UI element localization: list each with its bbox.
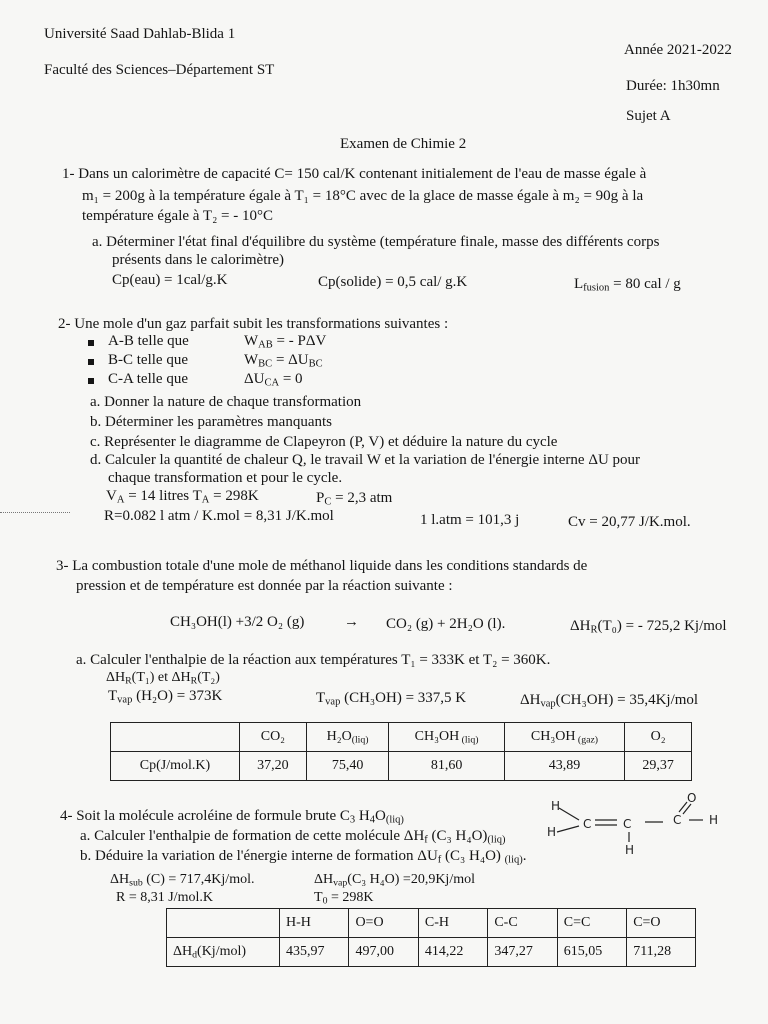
table-cell: 435,97 (280, 938, 349, 967)
transform-bc-label: B-C telle que (108, 352, 188, 368)
q1-line2: m₁ = 200g à la température égale à T₁ = 18°C avec de la glace de masse égale à m₂ = 90g à la (82, 188, 644, 204)
atom-label: C (583, 817, 592, 831)
q4-intro: 4- Soit la molécule acroléine de formule brute $C_3$ $H_4O_{(liq)}$ (60, 808, 404, 826)
gas-constant: R=0.082 l atm / K.mol = 8,31 J/K.mol (104, 508, 334, 524)
table-row (111, 752, 692, 781)
table-cell (167, 909, 280, 938)
q3-a-line2: $\Delta H_R(T_1)$ et $\Delta H_R(T_2)$ (106, 670, 220, 687)
faculty-name: Faculté des Sciences–Département ST (44, 62, 275, 78)
table-row (111, 723, 692, 752)
reaction-products: CO₂ (g) + 2H₂O (l). (386, 616, 506, 632)
cp-eau: Cp(eau) = 1cal/g.K (112, 272, 228, 288)
latm-conversion: 1 l.atm = 101,3 j (420, 512, 520, 528)
dhvap-ch3oh: $\Delta H_{vap}(CH_3OH) = 35,4Kj/mol$ (520, 692, 699, 710)
bond-line (559, 808, 579, 820)
table-header: C=C (557, 909, 626, 938)
exam-duration: Durée: 1h30mn (626, 78, 720, 94)
dhsub-carbon: $\Delta H_{sub}$ (C) = 717,4Kj/mol. (110, 872, 255, 889)
atom-label: O (687, 791, 697, 805)
table-cell: 497,00 (349, 938, 418, 967)
table-header: CH₃OH $_{(liq)}$ (389, 723, 504, 752)
table-header: $H_2O_{(liq)}$ (306, 723, 389, 752)
q1-line1: 1- Dans un calorimètre de capacité C= 150 cal/K contenant initialement de l'eau de masse égale à (62, 166, 647, 182)
acrolein-structure-sketch (545, 790, 725, 860)
table-header: CO₂ (240, 723, 307, 752)
table-row (167, 909, 696, 938)
table-cell (111, 723, 240, 752)
bullet-icon (88, 378, 94, 384)
tvap-h2o: $T_{vap}$ (H₂O) = 373K (108, 688, 223, 706)
table-row-label: $\Delta H_d(Kj/mol)$ (167, 938, 280, 967)
table-cell: 43,89 (504, 752, 624, 781)
table-cell: 414,22 (418, 938, 487, 967)
transform-bc-eq: $W_{BC} = \Delta U_{BC}$ (244, 352, 323, 370)
table-cell: 615,05 (557, 938, 626, 967)
va-ta-values: $V_A = 14$ litres $T_A = 298K$ (106, 488, 259, 506)
reaction-reactants: CH₃OH(l) +3/2 O₂ (g) (170, 614, 305, 630)
transform-ab-eq: $W_{AB}$ = - PΔV (244, 333, 327, 351)
pc-value: $P_C = 2,3$ atm (316, 490, 393, 508)
l-fusion: $L_{fusion} = 80$ cal / g (574, 276, 681, 294)
atom-label: C (623, 817, 632, 831)
university-name: Université Saad Dahlab-Blida 1 (44, 26, 236, 42)
tvap-ch3oh: $T_{vap}$ (CH₃OH) = 337,5 K (316, 690, 467, 708)
bullet-icon (88, 340, 94, 346)
atom-label: H (551, 799, 561, 813)
bullet-icon (88, 359, 94, 365)
table-row-label: Cp(J/mol.K) (111, 752, 240, 781)
q1-a-line1: a. Déterminer l'état final d'équilibre du système (température finale, masse des différents corps (92, 234, 660, 250)
reaction-enthalpy: $\Delta H_R(T_0)$ = - 725,2 Kj/mol (570, 618, 727, 636)
q4-b: b. Déduire la variation de l'énergie interne de formation $\Delta U_f$ (C₃ H₄O) $_{(liq)}$. (80, 848, 527, 866)
reaction-arrow-icon: → (344, 614, 359, 630)
cp-table (110, 722, 692, 781)
t0-value: $T_0 = 298K$ (314, 890, 374, 907)
table-cell: 37,20 (240, 752, 307, 781)
q1-line3: température égale à T₂ = - 10°C (82, 208, 274, 224)
academic-year: Année 2021-2022 (624, 42, 732, 58)
q3-a-line1: a. Calculer l'enthalpie de la réaction aux températures T₁ = 333K et T₂ = 360K. (76, 652, 551, 668)
dhvap-acrolein: $\Delta H_{vap}(C_3$ H₄O) =20,9Kj/mol (314, 872, 475, 889)
dotted-divider (0, 512, 70, 513)
table-header: O₂ (625, 723, 692, 752)
transform-ca-label: C-A telle que (108, 371, 188, 387)
subject-label: Sujet A (626, 108, 671, 124)
transform-ca-eq: $\Delta U_{CA} = 0$ (244, 371, 303, 389)
q2-a: a. Donner la nature de chaque transformation (90, 394, 362, 410)
q1-a-line2: présents dans le calorimètre) (112, 252, 285, 268)
table-cell: 29,37 (625, 752, 692, 781)
table-row (167, 938, 696, 967)
q4-a: a. Calculer l'enthalpie de formation de cette molécule $\Delta H_f$ (C₃ $H_4O)_{(liq)}$ (80, 828, 506, 846)
q2-d-line1: d. Calculer la quantité de chaleur Q, le travail W et la variation de l'énergie interne ΔU pour (90, 452, 641, 468)
table-header: C=O (627, 909, 696, 938)
cp-solide: Cp(solide) = 0,5 cal/ g.K (318, 274, 468, 290)
q3-line1: 3- La combustion totale d'une mole de méthanol liquide dans les conditions standards de (56, 558, 588, 574)
q2-c: c. Représenter le diagramme de Clapeyron (P, V) et déduire la nature du cycle (90, 434, 558, 450)
table-header: C-C (488, 909, 557, 938)
gas-constant-q4: R = 8,31 J/mol.K (116, 890, 213, 905)
atom-label: H (709, 813, 719, 827)
table-header: H-H (280, 909, 349, 938)
atom-label: C (673, 813, 682, 827)
table-cell: 75,40 (306, 752, 389, 781)
table-cell: 711,28 (627, 938, 696, 967)
atom-label: H (625, 843, 635, 857)
table-cell: 81,60 (389, 752, 504, 781)
bond-enthalpy-table (166, 908, 696, 967)
q2-intro: 2- Une mole d'un gaz parfait subit les transformations suivantes : (58, 316, 449, 332)
atom-label: H (547, 825, 557, 839)
bond-line (557, 826, 579, 832)
exam-title: Examen de Chimie 2 (340, 136, 467, 152)
table-header: C-H (418, 909, 487, 938)
table-cell: 347,27 (488, 938, 557, 967)
q2-d-line2: chaque transformation et pour le cycle. (108, 470, 343, 486)
q3-line2: pression et de température est donnée par la réaction suivante : (76, 578, 453, 594)
table-header: CH₃OH $_{(gaz)}$ (504, 723, 624, 752)
cv-value: Cv = 20,77 J/K.mol. (568, 514, 691, 530)
q2-b: b. Déterminer les paramètres manquants (90, 414, 332, 430)
transform-ab-label: A-B telle que (108, 333, 189, 349)
table-header: O=O (349, 909, 418, 938)
